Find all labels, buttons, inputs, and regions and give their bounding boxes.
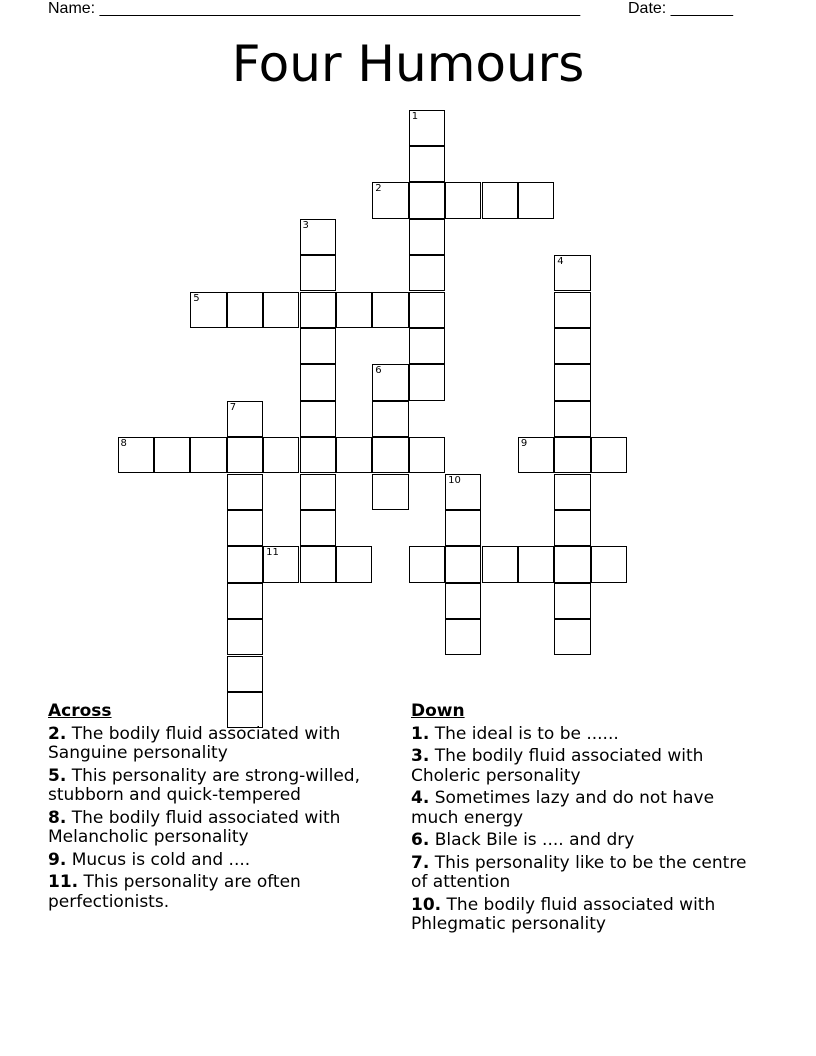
clue-text: Black Bile is .... and dry	[429, 830, 635, 850]
crossword-cell[interactable]	[227, 656, 263, 692]
crossword-cell[interactable]	[554, 255, 590, 291]
crossword-cell[interactable]	[336, 292, 372, 328]
crossword-cell[interactable]	[372, 401, 408, 437]
cell-number: 8	[120, 438, 127, 450]
crossword-cell[interactable]	[554, 619, 590, 655]
crossword-cell[interactable]	[300, 219, 336, 255]
crossword-cell[interactable]	[409, 364, 445, 400]
across-clue-2	[48, 725, 388, 764]
cell-number: 7	[229, 401, 237, 413]
crossword-cell[interactable]	[591, 437, 627, 473]
crossword-cell[interactable]	[554, 510, 590, 546]
crossword-cell[interactable]	[227, 546, 263, 582]
clue-text: The bodily fluid associated with Sanguine personality	[48, 723, 341, 763]
crossword-cell[interactable]	[409, 146, 445, 182]
clue-number: 3.	[411, 746, 430, 766]
crossword-cell[interactable]	[263, 292, 299, 328]
cell-number: 4	[557, 256, 564, 268]
cell-number: 9	[520, 438, 528, 450]
crossword-cell[interactable]	[190, 437, 226, 473]
clue-text: Sometimes lazy and do not have much energy	[411, 788, 715, 828]
crossword-cell[interactable]	[336, 546, 372, 582]
crossword-cell[interactable]	[554, 437, 590, 473]
crossword-cell[interactable]	[409, 219, 445, 255]
crossword-cell[interactable]	[482, 182, 518, 218]
clue-text: The ideal is to be ......	[429, 723, 619, 744]
clue-number: 8.	[48, 807, 67, 828]
crossword-cell[interactable]	[591, 546, 627, 582]
cell-number: 5	[193, 292, 200, 304]
crossword-cell[interactable]	[227, 292, 263, 328]
crossword-cell[interactable]	[554, 328, 590, 364]
crossword-cell[interactable]	[409, 546, 445, 582]
worksheet-header	[48, 0, 748, 20]
crossword-cell[interactable]	[445, 619, 481, 655]
clue-number: 4.	[411, 788, 430, 808]
down-clue-7	[411, 854, 751, 893]
clue-number: 2.	[48, 723, 67, 744]
crossword-cell[interactable]	[300, 546, 336, 582]
across-heading: Across	[48, 701, 112, 721]
crossword-cell[interactable]	[409, 292, 445, 328]
crossword-cell[interactable]	[154, 437, 190, 473]
crossword-cell[interactable]	[482, 546, 518, 582]
clue-number: 11.	[48, 872, 79, 892]
crossword-cell[interactable]	[554, 546, 590, 582]
clue-number: 10.	[411, 894, 442, 915]
crossword-cell[interactable]	[227, 619, 263, 655]
cell-number: 1	[411, 110, 419, 122]
crossword-cell[interactable]	[227, 583, 263, 619]
down-clues	[411, 702, 751, 938]
crossword-cell[interactable]	[409, 437, 445, 473]
crossword-cell[interactable]	[518, 437, 554, 473]
clue-number: 6.	[411, 830, 430, 850]
cell-number: 11	[266, 547, 279, 559]
clue-text: Mucus is cold and ....	[66, 849, 251, 870]
down-clue-1	[411, 725, 751, 745]
crossword-cell[interactable]	[554, 474, 590, 510]
cell-number: 6	[375, 365, 382, 377]
crossword-cell[interactable]	[445, 546, 481, 582]
crossword-cell[interactable]	[518, 546, 554, 582]
crossword-cell[interactable]	[445, 182, 481, 218]
crossword-cell[interactable]	[445, 583, 481, 619]
crossword-cell[interactable]	[518, 182, 554, 218]
clue-text: This personality are strong-willed, stubborn and quick-tempered	[48, 765, 360, 805]
crossword-cell[interactable]	[300, 292, 336, 328]
clue-text: This personality like to be the centre of attention	[411, 852, 747, 892]
crossword-cell[interactable]	[263, 546, 299, 582]
crossword-cell[interactable]	[300, 510, 336, 546]
clue-number: 9.	[48, 849, 67, 870]
crossword-cell[interactable]	[227, 474, 263, 510]
down-heading: Down	[411, 701, 465, 721]
down-clue-4	[411, 789, 751, 828]
crossword-cell[interactable]	[372, 182, 408, 218]
crossword-cell[interactable]	[554, 292, 590, 328]
clue-text: The bodily fluid associated with Phlegmatic personality	[411, 894, 716, 934]
cell-number: 10	[448, 474, 461, 486]
crossword-cell[interactable]	[263, 437, 299, 473]
crossword-cell[interactable]	[409, 182, 445, 218]
across-clue-9	[48, 851, 388, 871]
puzzle-title: Four Humours	[231, 35, 585, 93]
crossword-cell[interactable]	[118, 437, 154, 473]
crossword-cell[interactable]	[554, 364, 590, 400]
crossword-cell[interactable]	[190, 292, 226, 328]
across-clue-8	[48, 809, 388, 848]
crossword-cell[interactable]	[554, 583, 590, 619]
crossword-cell[interactable]	[445, 510, 481, 546]
crossword-cell[interactable]	[300, 364, 336, 400]
crossword-cell[interactable]	[227, 510, 263, 546]
clue-number: 7.	[411, 852, 430, 873]
down-clue-3	[411, 747, 751, 786]
crossword-cell[interactable]	[300, 255, 336, 291]
crossword-cell[interactable]	[409, 255, 445, 291]
down-clue-6	[411, 831, 751, 851]
crossword-cell[interactable]	[336, 437, 372, 473]
crossword-cell[interactable]	[445, 474, 481, 510]
cell-number: 2	[375, 183, 382, 195]
clue-number: 5.	[48, 765, 67, 786]
crossword-cell[interactable]	[409, 328, 445, 364]
crossword-cell[interactable]	[300, 474, 336, 510]
across-clue-11	[48, 873, 388, 912]
crossword-cell[interactable]	[300, 437, 336, 473]
crossword-cell[interactable]	[372, 364, 408, 400]
crossword-cell[interactable]	[372, 437, 408, 473]
across-clue-5	[48, 767, 388, 806]
crossword-cell[interactable]	[227, 401, 263, 437]
crossword-cell[interactable]	[554, 401, 590, 437]
crossword-cell[interactable]	[227, 437, 263, 473]
name-field-label: Name: ______________________________________________________	[48, 0, 581, 17]
clue-text: The bodily fluid associated with Melancholic personality	[48, 807, 341, 847]
down-clue-10	[411, 896, 751, 935]
crossword-cell[interactable]	[372, 292, 408, 328]
crossword-cell[interactable]	[372, 474, 408, 510]
crossword-cell[interactable]	[409, 110, 445, 146]
across-clues	[48, 702, 388, 915]
crossword-cell[interactable]	[300, 401, 336, 437]
date-field-label: Date: _______	[628, 0, 733, 17]
clue-text: The bodily fluid associated with Choleric personality	[411, 746, 704, 786]
clue-number: 1.	[411, 723, 430, 744]
cell-number: 3	[302, 219, 309, 231]
clue-text: This personality are often perfectionists.	[48, 872, 301, 912]
crossword-cell[interactable]	[300, 328, 336, 364]
